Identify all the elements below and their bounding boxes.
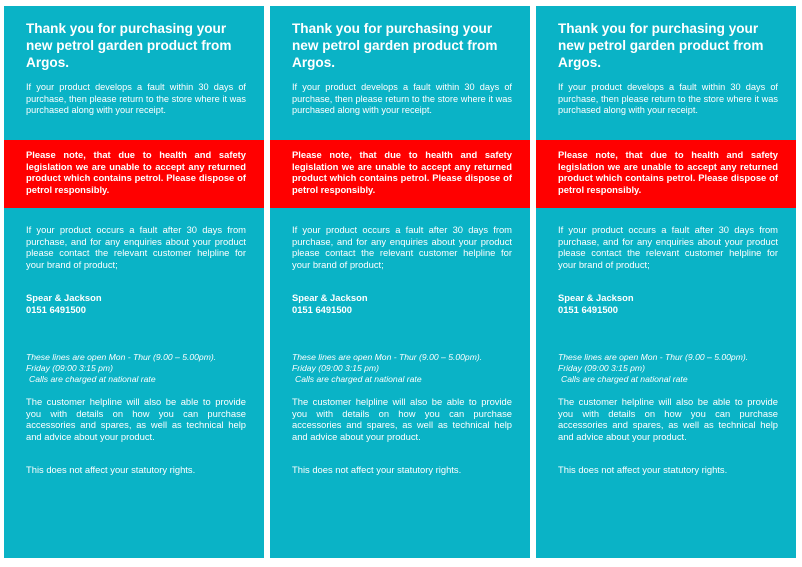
- call-rate: Calls are charged at national rate: [29, 374, 156, 385]
- leaflet-panel-2: [270, 6, 530, 558]
- statutory-rights: This does not affect your statutory rights.: [292, 464, 462, 475]
- brand-name: Spear & Jackson: [26, 292, 102, 303]
- brand-contact: [26, 292, 246, 315]
- helpline-info: The customer helpline will also be able to provide you with details on how you can purchase accessories and spares, as well as technical help and advice about your product.: [26, 396, 246, 442]
- intro-text: If your product develops a fault within 30 days of purchase, then please return to the store where it was purchased along with your receipt.: [26, 82, 246, 116]
- hours-line-2: Friday (09:00 3:15 pm): [558, 363, 645, 374]
- hours-line-1: These lines are open Mon - Thur (9.00 – 5.00pm).: [26, 352, 217, 362]
- leaflet-title: Thank you for purchasing your new petrol garden product from Argos.: [26, 21, 232, 70]
- after-30-days-text: If your product occurs a fault after 30 days from purchase, and for any enquiries about your product please contact the relevant customer helpline for your brand of product;: [558, 224, 778, 270]
- petrol-warning: Please note, that due to health and safety legislation we are unable to accept any returned product which contains petrol. Please dispose of petrol responsibly.: [26, 149, 246, 195]
- intro-text: If your product develops a fault within 30 days of purchase, then please return to the store where it was purchased along with your receipt.: [558, 82, 778, 116]
- brand-phone: 0151 6491500: [26, 303, 86, 315]
- call-rate: Calls are charged at national rate: [295, 374, 422, 385]
- hours-line-1: These lines are open Mon - Thur (9.00 – 5.00pm).: [558, 352, 749, 362]
- leaflet-title: Thank you for purchasing your new petrol garden product from Argos.: [292, 21, 498, 70]
- petrol-warning: Please note, that due to health and safety legislation we are unable to accept any returned product which contains petrol. Please dispose of petrol responsibly.: [292, 149, 512, 195]
- after-30-days-text: If your product occurs a fault after 30 days from purchase, and for any enquiries about your product please contact the relevant customer helpline for your brand of product;: [26, 224, 246, 270]
- brand-phone: 0151 6491500: [558, 303, 618, 315]
- opening-hours: [558, 352, 778, 386]
- petrol-warning: Please note, that due to health and safety legislation we are unable to accept any returned product which contains petrol. Please dispose of petrol responsibly.: [558, 149, 778, 195]
- opening-hours: [26, 352, 246, 386]
- brand-phone: 0151 6491500: [292, 303, 352, 315]
- brand-contact: [558, 292, 778, 315]
- helpline-info: The customer helpline will also be able to provide you with details on how you can purchase accessories and spares, as well as technical help and advice about your product.: [558, 396, 778, 442]
- call-rate: Calls are charged at national rate: [561, 374, 688, 385]
- statutory-rights: This does not affect your statutory rights.: [26, 464, 196, 475]
- brand-name: Spear & Jackson: [558, 292, 634, 303]
- hours-line-2: Friday (09:00 3:15 pm): [292, 363, 379, 374]
- opening-hours: [292, 352, 512, 386]
- after-30-days-text: If your product occurs a fault after 30 days from purchase, and for any enquiries about your product please contact the relevant customer helpline for your brand of product;: [292, 224, 512, 270]
- hours-line-2: Friday (09:00 3:15 pm): [26, 363, 113, 374]
- leaflet-panel-1: [4, 6, 264, 558]
- brand-contact: [292, 292, 512, 315]
- leaflet-title: Thank you for purchasing your new petrol garden product from Argos.: [558, 21, 764, 70]
- intro-text: If your product develops a fault within 30 days of purchase, then please return to the store where it was purchased along with your receipt.: [292, 82, 512, 116]
- leaflet-panel-3: [536, 6, 796, 558]
- hours-line-1: These lines are open Mon - Thur (9.00 – 5.00pm).: [292, 352, 483, 362]
- brand-name: Spear & Jackson: [292, 292, 368, 303]
- statutory-rights: This does not affect your statutory rights.: [558, 464, 728, 475]
- helpline-info: The customer helpline will also be able to provide you with details on how you can purchase accessories and spares, as well as technical help and advice about your product.: [292, 396, 512, 442]
